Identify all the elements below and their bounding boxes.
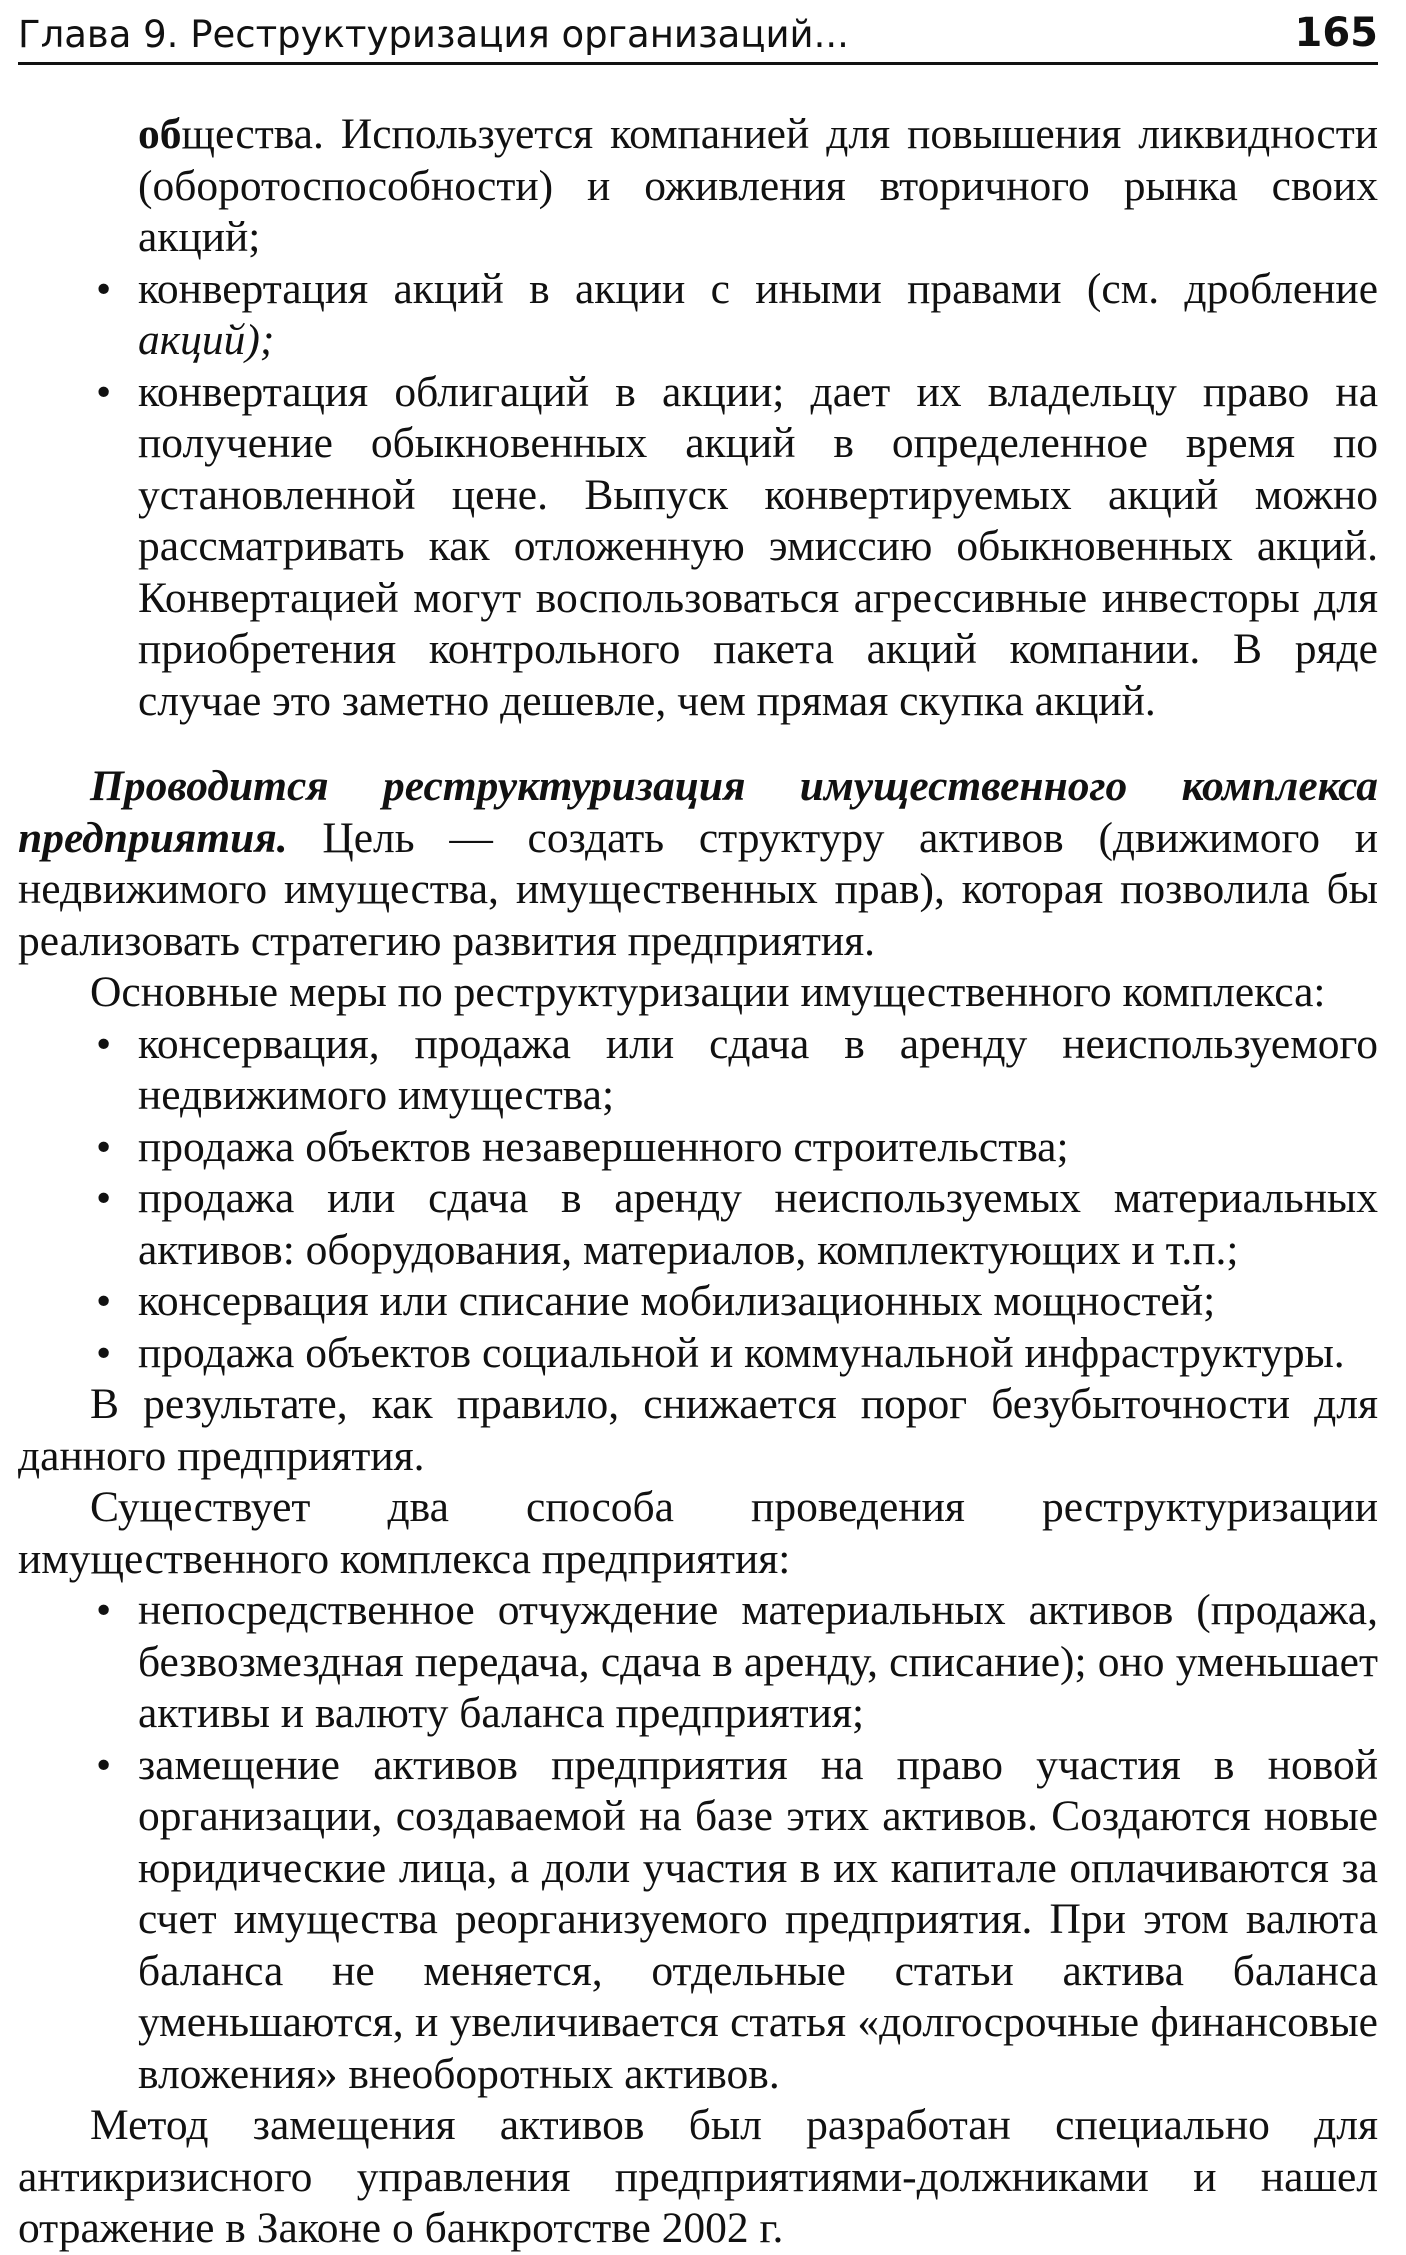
bullet-icon: • xyxy=(96,1122,112,1171)
bullet-icon: • xyxy=(96,1277,112,1325)
list-item-text: непосредственное отчуждение материальных активов (продажа, безвозмездная передача, сдача в аренду, списание); оно уменьшает активы и валюту баланса предприятия; xyxy=(138,1586,1378,1737)
page-number: 165 xyxy=(1294,10,1378,56)
list-item-text: консервация, продажа или сдача в аренду неиспользуемого недвижимого имущества; xyxy=(138,1019,1378,1119)
list-item xyxy=(18,1019,1378,1122)
continued-bold-fragment: об xyxy=(138,110,182,158)
continued-list-item xyxy=(18,109,1378,264)
section-paragraph xyxy=(18,761,1378,967)
list-item xyxy=(18,1173,1378,1276)
list-item xyxy=(18,1740,1378,2101)
bullet-icon: • xyxy=(96,367,112,416)
list-item-text: продажа объектов незавершенного строительства; xyxy=(138,1122,1069,1171)
list-item-text: замещение активов предприятия на право участия в новой организации, создаваемой на базе этих активов. Создаются новые юридические лица, а доли участия в их капитале оплачиваются за счет имущества реорганизуемого предприятия. При этом валюта баланса не меняется, отдельные статьи актива баланса уменьшаются, и увеличивается статья «долгосрочные финансовые вложения» внеоборотных активов. xyxy=(138,1740,1378,2098)
list-item-text: продажа или сдача в аренду неиспользуемых материальных активов: оборудования, материалов, комплектующих и т.п.; xyxy=(138,1174,1378,1274)
bullet-icon: • xyxy=(96,264,112,313)
section-text: Цель — создать структуру активов (движимого и недвижимого имущества, имущественных прав), которая позволила бы реализовать стратегию развития предприятия. xyxy=(18,813,1378,965)
list-item-text: консервация или списание мобилизационных мощностей; xyxy=(138,1277,1216,1325)
page-body xyxy=(18,109,1378,2255)
methods-list xyxy=(18,1585,1378,2100)
list-item-text: продажа объектов социальной и коммунальной инфраструктуры. xyxy=(138,1328,1345,1377)
bullet-icon: • xyxy=(96,1586,112,1634)
list-item xyxy=(18,1585,1378,1740)
running-header xyxy=(18,6,1378,65)
list-item xyxy=(18,1122,1378,1174)
list-item-text: конвертация облигаций в акции; дает их владельцу право на получение обыкновенных акций в определенное время по установленной цене. Выпуск конвертируемых акций можно рассматривать как отложенную эмиссию обыкновенных акций. Конвертацией могут воспользоваться агрессивные инвесторы для приобретения контрольного пакета акций компании. В ряде случае это заметно дешевле, чем прямая скупка акций. xyxy=(138,367,1378,725)
section-lead: Проводится реструктуризация имущественного комплекса предприятия. xyxy=(18,762,1378,862)
list-item-tail: ); xyxy=(245,316,275,364)
list-item xyxy=(18,1276,1378,1328)
list-item xyxy=(18,367,1378,728)
measures-intro: Основные меры по реструктуризации имущественного комплекса: xyxy=(90,968,1326,1016)
list-item xyxy=(18,1328,1378,1380)
measures-list xyxy=(18,1019,1378,1380)
bullet-icon: • xyxy=(96,1328,112,1377)
list-item xyxy=(18,264,1378,367)
chapter-title: Глава 9. Реструктуризация организаций... xyxy=(18,13,849,56)
list-item-text: конвертация акций в акции с иными правами (см. дробление xyxy=(138,264,1378,313)
conversion-list xyxy=(18,264,1378,728)
bullet-icon: • xyxy=(96,1019,112,1068)
result-paragraph: В результате, как правило, снижается порог безубыточности для данного предприятия. xyxy=(18,1380,1378,1480)
list-item-italic: акций xyxy=(138,316,246,364)
bullet-icon: • xyxy=(96,1174,112,1222)
continued-text: щества. Используется компанией для повышения ликвидности (оборотоспособности) и оживления вторичного рынка своих акций; xyxy=(138,110,1378,261)
bullet-icon: • xyxy=(96,1740,112,1789)
final-paragraph: Метод замещения активов был разработан специально для антикризисного управления предприятиями-должниками и нашел отражение в Законе о банкротстве 2002 г. xyxy=(18,2101,1378,2252)
methods-intro: Существует два способа проведения реструктуризации имущественного комплекса предприятия: xyxy=(18,1483,1378,1583)
